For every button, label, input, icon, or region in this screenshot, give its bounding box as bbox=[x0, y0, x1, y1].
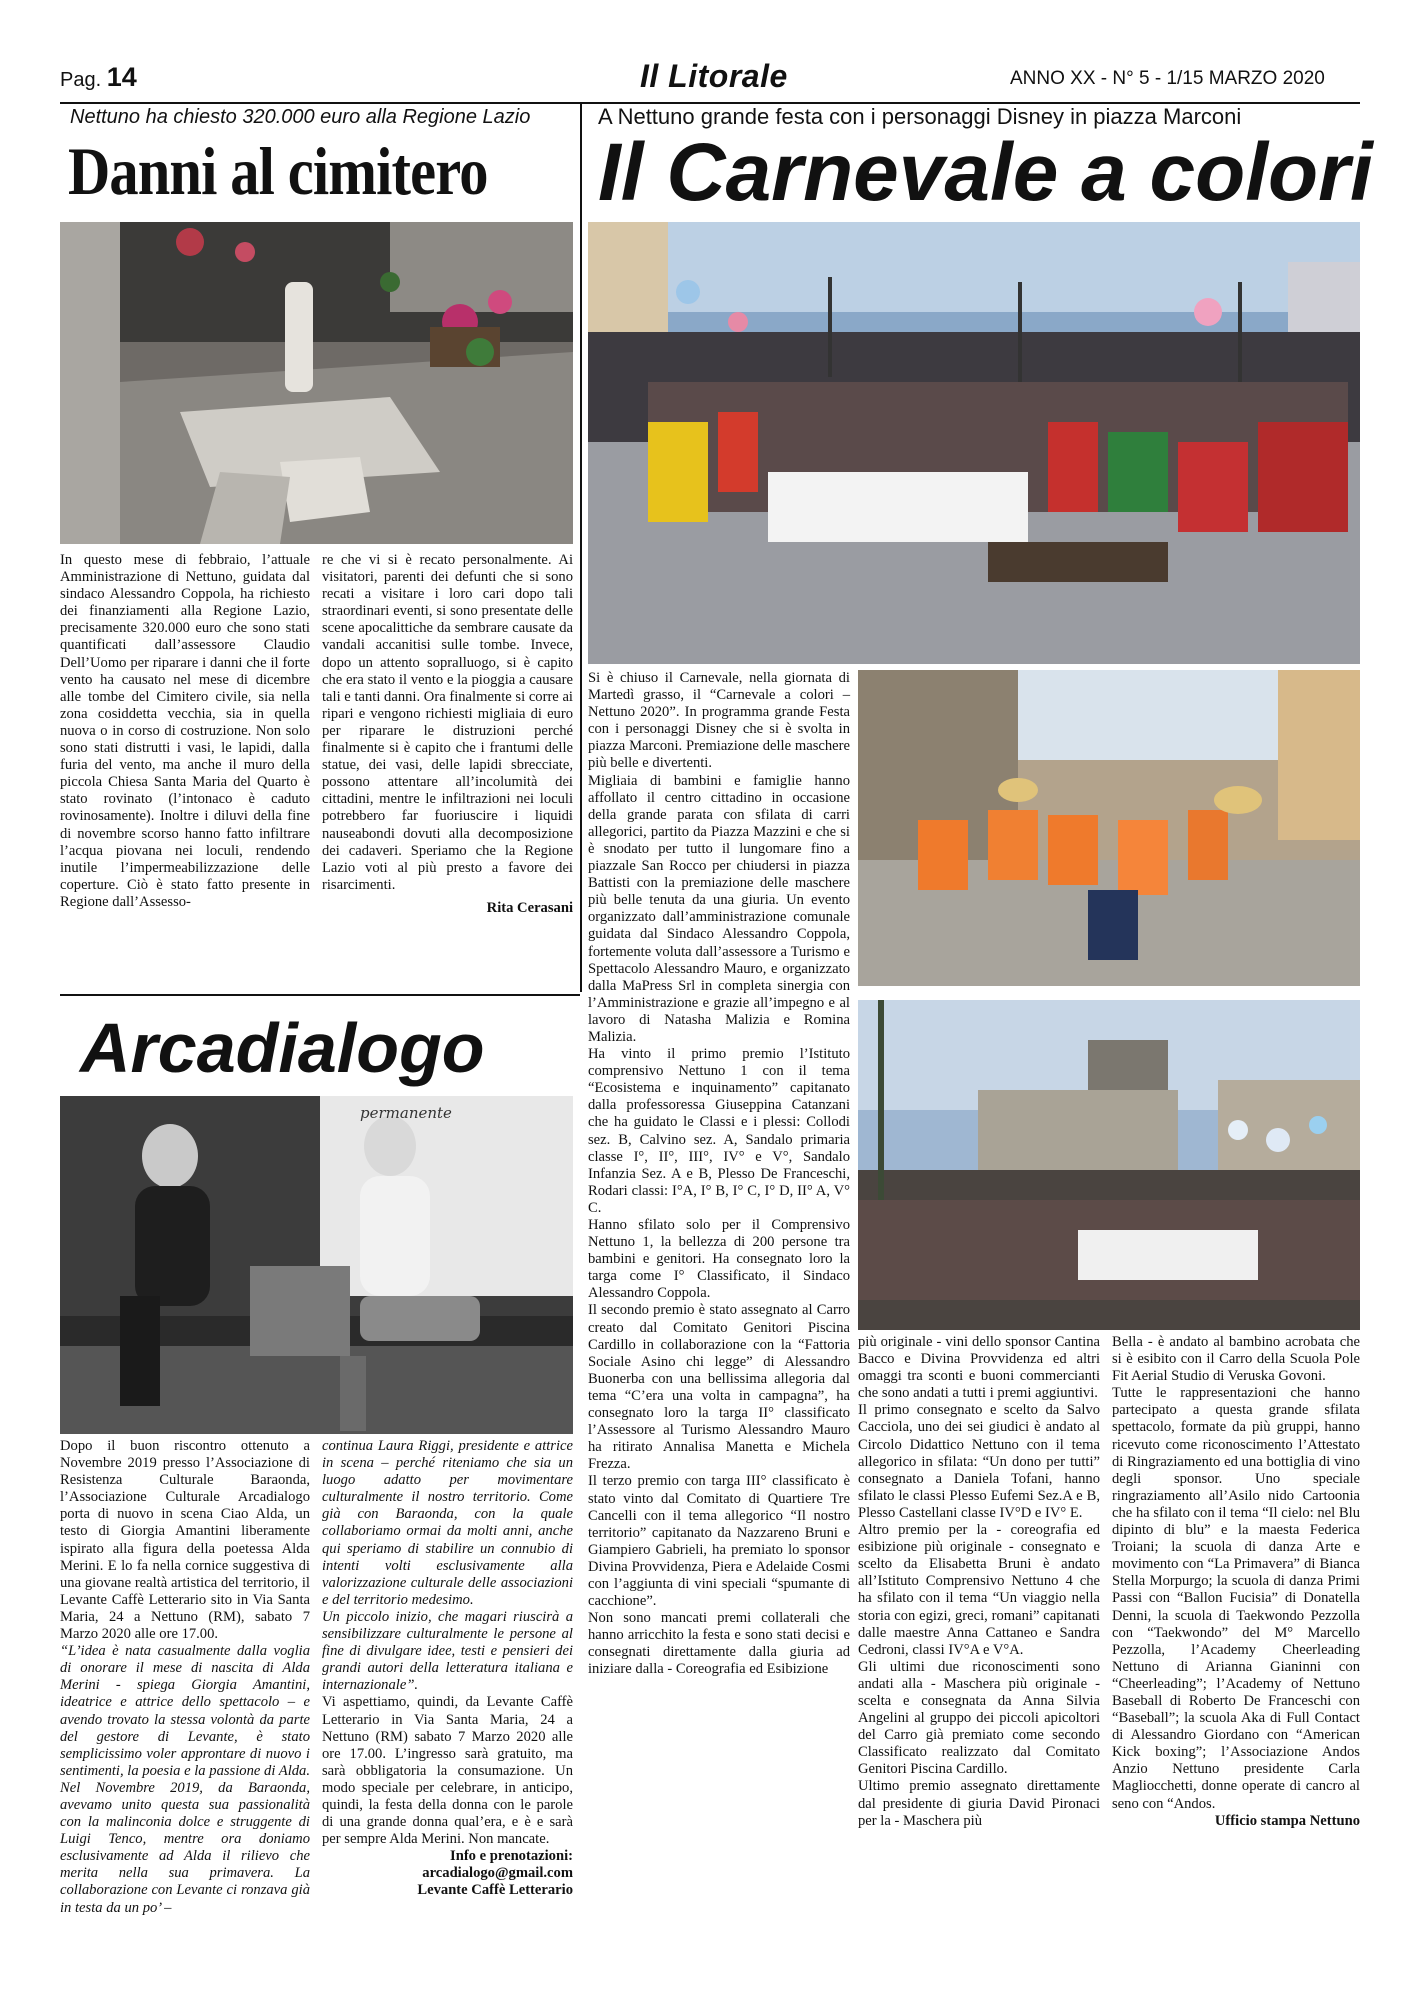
carnival-crowd-photo bbox=[588, 222, 1360, 664]
arcadialogo-column-2: continua Laura Riggi, presidente e attrice in scena – perché riteniamo che sia un luogo adatto per movimentare culturalmente il nostro territorio. Come già con Baraonda, con la quale collaboriamo ormai da molti anni, anche qui speriamo di stabilire un connubio di intenti volti esclusivamente alla valorizzazione culturale delle associazioni e del territorio medesimo. Un piccolo inizio, che magari riuscirà a sensibilizzare culturalmente le persone al fine di divulgare idee, testi e pensieri dei grandi autori della letteratura italiana e internazionale”. Vi aspettiamo, quindi, da Levante Caffè Letterario in Via Santa Maria, 24 a Nettuno (RM) sabato 7 Marzo 2020 alle ore 17.00. L’ingresso sarà gratuito, ma sarà obbligatoria la consumazione. Un modo speciale per celebrare, in anticipo, quindi, la festa della donna con le parole di una grande donna qual’era, e è e sarà per sempre Alda Merini. Non mancate. Info e prenotazioni: arcadialogo@gmail.com Levante Caffè Letterario bbox=[322, 1438, 573, 1899]
column-divider bbox=[580, 104, 582, 992]
cemetery-column-2: re che vi si è recato personalmente. Ai visitatori, parenti dei defunti che si sono recati a visitare i loro cari dopo tali straordinari eventi, si sono presentate delle scene apocalittiche da sembrare causate da vandali accanitisi sulle tombe. Invece, dopo un attento sopralluogo, si è capito che era stato il vento e la pioggia a causare tali e tanti danni. Ora finalmente si corre ai ripari e vengono richiesti migliaia di euro per riparare le distruzioni perché finalmente si è capito che i frantumi delle statue, dei vasi, delle lapidi sbrecciate, possono attentare all’incolumità dei cittadini, mentre le infiltrazioni nei loculi potrebbero far fuoriuscire i liquidi nauseabondi dovuti alla decomposizione dei cadaveri. Speriamo che la Regione Lazio voti al più presto a favore dei risarcimenti. Rita Cerasani bbox=[322, 552, 573, 916]
arcadialogo-photo bbox=[60, 1096, 573, 1434]
arcadialogo-column-1: Dopo il buon riscontro ottenuto a Novembre 2019 presso l’Associazione di Resistenza Culturale Baraonda, l’Associazione Culturale Arcadialogo porta di nuovo in scena Ciao Alda, un testo di Giorgia Amantini liberamente ispirato alla figura della poetessa Alda Merini. E lo fa nella cornice suggestiva di una giovane realtà artistica del territorio, il Levante Caffè Letterario sito in Via Santa Maria, 24 a Nettuno (RM), sabato 7 Marzo 2020 alle ore 17.00. “L’idea è nata casualmente dalla voglia di onorare il mese di nascita di Alda Merini - spiega Giorgia Amantini, ideatrice e attrice dello spettacolo – e avendo trovato la stessa volontà da parte del gestore di Levante, è stato semplicissimo voler approntare di nuovo i sentimenti, la poesia e la passione di Alda. Nel Novembre 2019, da Baraonda, avevamo unito questa sua passionalità con la malinconia dolce e struggente di Luigi Tenco, mentre ora doniamo esclusivamente ad Alda il rilievo che merita nella sua primavera. La collaborazione con Levante ci ronzava già in testa da un po’ – bbox=[60, 1438, 310, 1916]
carnival-kicker: A Nettuno grande festa con i personaggi Disney in piazza Marconi bbox=[598, 104, 1242, 129]
carnival-column-1: Si è chiuso il Carnevale, nella giornata di Martedì grasso, il “Carnevale a colori – Nettuno 2020”. In programma grande Festa con i personaggi Disney che si è svolta in piazza Marconi. Premiazione delle maschere più belle e divertenti. Migliaia di bambini e famiglie hanno affollato il centro cittadino in occasione della grande parata con sfilata di carri allegorici, partito da Piazza Mazzini e che si è snodato per tutto il lungomare fino a piazzale San Rocco per chiudersi in piazza Battisti con la premiazione delle maschere più belle tenuta da una giuria. Un evento organizzato dall’amministrazione comunale guidata dal Sindaco Alessandro Coppola, fortemente voluta dall’assessore a Turismo e Spettacolo Alessandro Mauro, e organizzato dalla MaPress Srl in completa sinergia con l’Amministrazione e grazie all’impegno e al lavoro di Natasha Malizia e Romina Malizia. Ha vinto il primo premio l’Istituto comprensivo Nettuno 1 con il tema “Ecosistema e inquinamento” capitanato dalla professoressa Giuseppina Catanzani che ha guidato le Classi e i plessi: Collodi sez. B, Calvino sez. A, Sandalo primaria classe I°, II°, III°, IV° e V°, Sandalo Infanzia Sez. A e B, Plesso De Franceschi, Rodari classi: I°A, I° B, I° C, I° D, II° A, V° C. Hanno sfilato solo per il Comprensivo Nettuno 1, la bellezza di 200 persone tra bambini e genitori. Ha consegnato loro la targa come I° Classificato, il Sindaco Alessandro Coppola. Il secondo premio è stato assegnato al Carro creato dal Comitato Genitori Piscina Cardillo in collaborazione con la “Fattoria Sociale Asino chi legge” di Alessandro Buonerba con una bellissima allegoria dal tema “C’era una volta in campagna”, ha consegnato loro la targa II° classificato l’Assessore al Turismo Alessandro Mauro ha ritirato Annalisa Manetta e Michela Frezza. Il terzo premio con targa III° classificato è stato vinto dal Comitato di Quartiere Tre Cancelli con il tema allegorico “Il nostro territorio” capitanato da Nazzareno Bruni e Giampiero Gabrieli, ha premiato lo sponsor Divina Provvidenza, Piera e Adelaide Cosmi con l’aggiunta di vini speciali “spumante di cacchione”. Non sono mancati premi collaterali che hanno arricchito la festa e sono stati decisi e consegnati direttamente dalla giuria ad iniziare dalla - Coreografia ed Esibizione bbox=[588, 670, 850, 1678]
cemetery-signature: Rita Cerasani bbox=[486, 899, 573, 916]
carnival-column-2: più originale - vini dello sponsor Cantina Bacco e Divina Provvidenza ed altri omaggi tra sconti e buoni commercianti che sono andati a tutti i premi aggiuntivi. Il primo consegnato e scelto da Salvo Cacciola, uno dei sei giudici è andato al Circolo Didattico Nettuno con il tema allegorico in sfilata: “Un dono per tutti” consegnato a Daniela Tofani, hanno sfilato le classi Plesso Eufemi Sez.A e B, Plesso Castellani classe IV°D e IV° E. Altro premio per la - coreografia ed esibizione più originale - consegnato e scelto da Elisabetta Bruni è andato all’Istituto Comprensivo Nettuno 4 che ha sfilato con il tema “Un viaggio nella storia con egizi, greci, romani” capitanati dalle maestre Anna Cattaneo e Sandra Cedroni, classi IV°A e V°A. Gli ultimi due riconoscimenti sono andati alla - Maschera più originale - scelta e consegnata da Anna Silvia Angelini al gruppo dei piccoli apicoltori del Carro già premiato come secondo Classificato realizzato dal Comitato Genitori Piscina Cardillo. Ultimo premio assegnato direttamente dal presidente di giuria David Pironaci per la - Maschera più bbox=[858, 1334, 1100, 1829]
carnival-column-3: Bella - è andato al bambino acrobata che si è esibito con il Carro della Scuola Pole Fit Aerial Studio di Veruska Govoni. Tutte le rappresentazioni che hanno partecipato a questa grande sfilata spettacolo, formate da più gruppi, hanno ricevuto come riconoscimento l’Attestato di Ringraziamento ed una bottiglia di vino degli sponsor. Uno speciale ringraziamento all’Asilo nido Cartoonia che ha sfilato con il tema “Il cielo: nel Blu dipinto di blu” e la maesta Federica Troiani; la scuola di danza Arte e movimento con “La Primavera” di Bianca Stella Morpurgo; la scuola di danza Primi Passi con “Ballon Fucisia” di Donatella Denni, la scuola di Taekwondo Pezzolla con “Taekwondo” del M° Marcello Pezzolla, l’Academy Cheerleading Nettuno di Arianna Gianinni con “Cheerleading”; l’Academy of Nettuno Baseball di Roberto De Franceschi con “Baseball”; la scuola Aka di Full Contact di Alessandro Giordano con “American Kick boxing”; l’Associazione Andos Anzio Nettuno presidente Carla Magliocchetti, donne operate di cancro al seno con “Andos. Ufficio stampa Nettuno bbox=[1112, 1334, 1360, 1829]
cemetery-photo bbox=[60, 222, 573, 544]
issue-info: ANNO XX - N° 5 - 1/15 MARZO 2020 bbox=[1010, 68, 1325, 89]
carnival-parade-photo bbox=[858, 670, 1360, 986]
arcadialogo-headline: Arcadialogo bbox=[80, 1009, 485, 1087]
masthead: Il Litorale bbox=[640, 58, 788, 94]
cemetery-kicker: Nettuno ha chiesto 320.000 euro alla Regione Lazio bbox=[70, 106, 531, 128]
arcadialogo-email: arcadialogo@gmail.com bbox=[422, 1865, 573, 1882]
page-number: Pag. 14 bbox=[60, 62, 137, 92]
carnival-square-photo bbox=[858, 1000, 1360, 1330]
carnival-signature: Ufficio stampa Nettuno bbox=[1214, 1812, 1360, 1829]
info-label: Info e prenotazioni: bbox=[450, 1848, 573, 1865]
carnival-headline: Il Carnevale a colori bbox=[598, 127, 1373, 218]
cemetery-column-1: In questo mese di febbraio, l’attuale Amministrazione di Nettuno, guidata dal sindaco Alessandro Coppola, ha richiesto dei finanziamenti alla Regione Lazio, precisamente 320.000 euro che sono stati quantificati dall’assessore Claudio Dell’Uomo per riparare i danni che il forte vento ha causato nel mese di dicembre alle tombe del Cimitero civile, sia nella zona cosiddetta vecchia, sia in quella nuova o in corso di costruzione. Non solo sono stati distrutti i vasi, le lapidi, dalla furia del vento, ma anche il muro della piccola Chiesa Santa Maria del Quarto è stato rovinato (l’intonaco è caduto rovinosamente). Inoltre i diluvi della fine di novembre scorso hanno fatto infiltrare l’acqua piovana nei loculi, rendendo inutile l’impermeabilizzazione delle coperture. Ciò è stato fatto presente in Regione dall’Assesso- bbox=[60, 552, 310, 910]
section-divider bbox=[60, 994, 580, 996]
arcadialogo-venue: Levante Caffè Letterario bbox=[417, 1882, 573, 1899]
photo-handwriting: permanente bbox=[360, 1104, 452, 1122]
cemetery-headline: Danni al cimitero bbox=[68, 133, 488, 209]
